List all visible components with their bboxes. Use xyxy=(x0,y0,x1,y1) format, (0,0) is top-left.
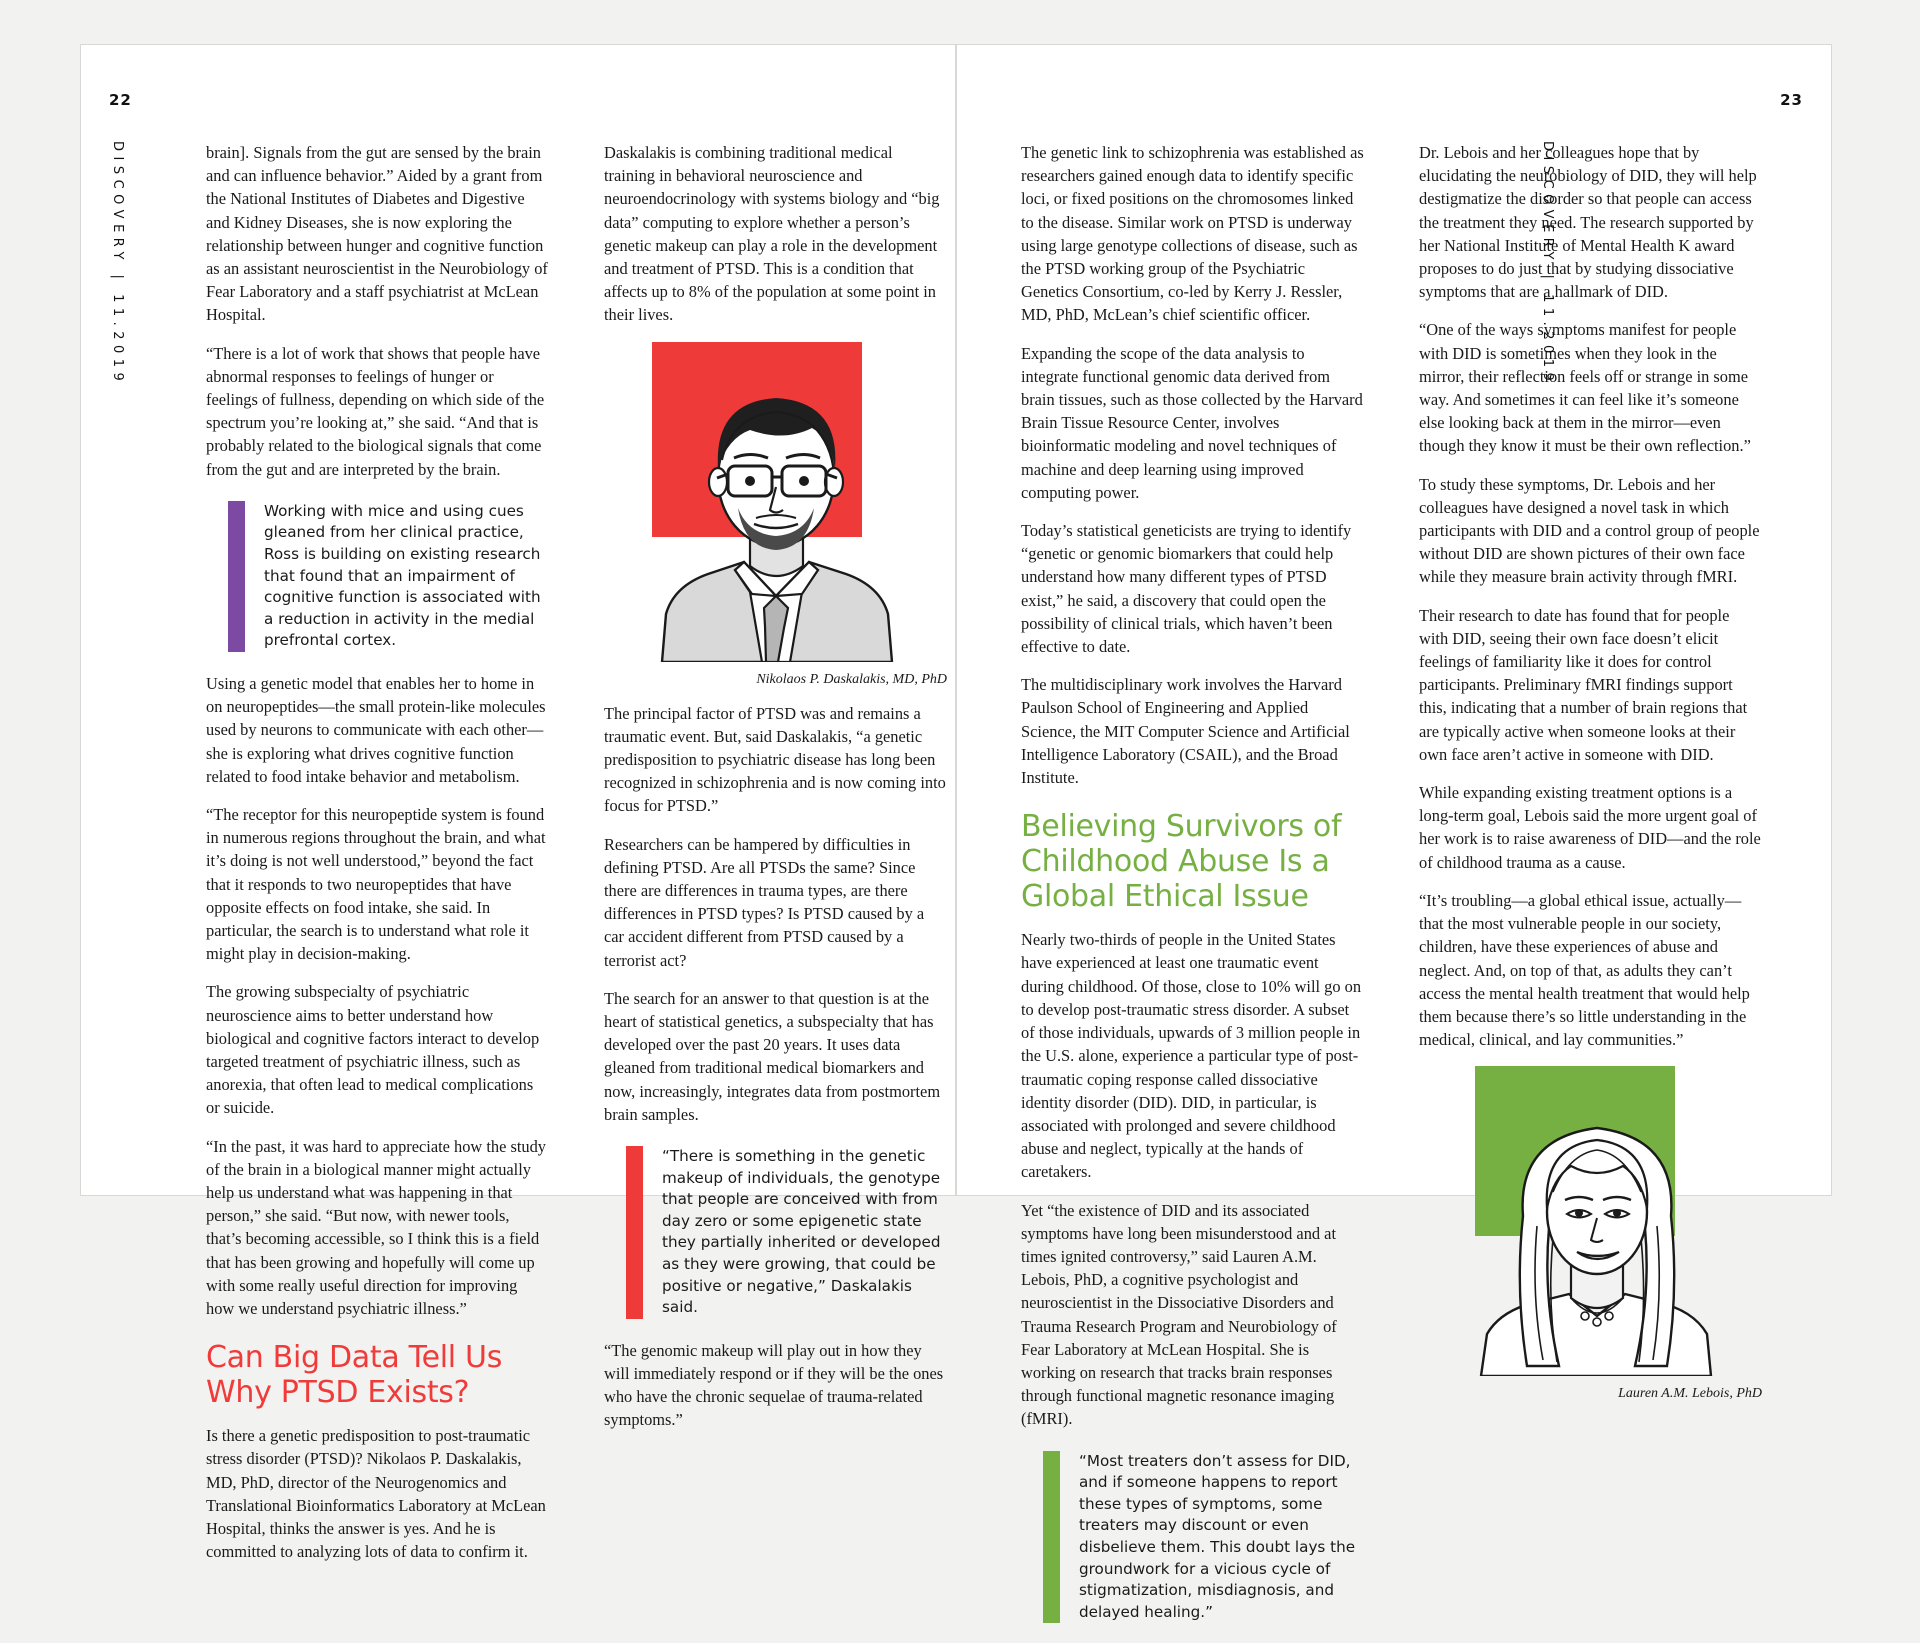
folio-left: 22 xyxy=(109,91,132,109)
page-right xyxy=(956,44,1832,1621)
body-paragraph: “There is a lot of work that shows that people have abnormal responses to feelings of hunger or feelings of fullness, depending on which side of the spectrum you’re looking at,” she said. “And that is probably related to the biological signals that come from the gut and are interpreted by the brain. xyxy=(206,343,545,479)
body-paragraph: Nearly two-thirds of people in the United States have experienced at least one traumatic event during childhood. Of those, close to 10% will go on to develop post-traumatic stress disorder. A subset of those individuals, upwards of 3 million people in the U.S. alone, experience a particular type of post-traumatic coping response called dissociative identity disorder (DID). DID, in particular, is associated with prolonged and severe childhood abuse and neglect, typically at the hands of caretakers. xyxy=(1021,930,1362,1182)
body-paragraph: Expanding the scope of the data analysis to integrate functional genomic data derived from brain tissues, such as those collected by the Harvard Brain Tissue Resource Center, involves bioinformatic modeling and novel techniques of machine and deep learning using improved computing power. xyxy=(1021,343,1363,502)
pullquote-text: “There is something in the genetic makeup of individuals, the genotype that people are conceived with from day zero or some epigenetic state they partially inherited or developed as they were growing, that could be positive or negative,” Daskalakis said. xyxy=(662,1147,941,1317)
body-paragraph: The multidisciplinary work involves the Harvard Paulson School of Engineering and Applied Science, the MIT Computer Science and Artificial Intelligence Laboratory (CSAIL), and the Broad Institute. xyxy=(1021,675,1350,788)
body-paragraph: “In the past, it was hard to appreciate how the study of the brain in a biological manner might actually help us understand what was happening in that person,” she said. “But now, with newer tools, that’s becoming accessible, so I think this is a field that has been growing and hopefully will come up with some really useful direction for improving how we understand psychiatric illness.” xyxy=(206,1136,547,1319)
body-paragraph: Today’s statistical geneticists are trying to identify “genetic or genomic biomarkers that could help understand how many different types of PTSD exist,” he said, a discovery that could open the possibility of clinical trials, which haven’t been effective to date. xyxy=(1021,521,1352,657)
body-paragraph: Researchers can be hampered by difficulties in defining PTSD. Are all PTSDs the same? Since there are differences in trauma types, are there differences in PTSD types? Is PTSD caused by a car accident different from PTSD caused by a terrorist act? xyxy=(604,834,925,970)
column-4 xyxy=(1419,141,1762,1416)
body-paragraph: The genetic link to schizophrenia was established as researchers gained enough data to identify specific loci, or fixed positions on the chromosomes linked to the disease. Similar work on PTSD is underway using large genotype collections of disease, such as the PTSD working group of the Psychiatric Genetics Consortium, co-led by Kerry J. Ressler, MD, PhD, McLean’s chief scientific officer. xyxy=(1021,143,1364,325)
pullquote-green xyxy=(1043,1451,1364,1624)
body-paragraph: To study these symptoms, Dr. Lebois and her colleagues have designed a novel task in which participants with DID and a control group of people without DID are shown pictures of their own face while they measure brain activity through fMRI. xyxy=(1419,474,1760,587)
body-paragraph: While expanding existing treatment options is a long-term goal, Lebois said the more urgent goal of her work is to raise awareness of DID—and the role of childhood trauma as a cause. xyxy=(1419,783,1761,872)
section-headline-ptsd: Can Big Data Tell Us Why PTSD Exists? xyxy=(206,1340,503,1411)
pullquote-purple xyxy=(228,501,549,652)
body-paragraph: The principal factor of PTSD was and remains a traumatic event. But, said Daskalakis, “a genetic predisposition to psychiatric disease has long been recognized in schizophrenia and is now coming into focus for PTSD.” xyxy=(604,703,946,816)
column-1 xyxy=(206,141,549,1579)
body-paragraph: Daskalakis is combining traditional medical training in behavioral neuroscience and neuroendocrinology with systems biology and “big data” computing to explore whether a person’s genetic makeup can play a role in the development and treatment of PTSD. This is a condition that affects up to 8% of the population at some point in their lives. xyxy=(604,143,940,325)
body-paragraph: “The genomic makeup will play out in how they will immediately respond or if they will be the ones who have the chronic sequelae of trauma-related symptoms.” xyxy=(604,1340,944,1430)
column-2 xyxy=(604,141,947,1447)
body-paragraph: “The receptor for this neuropeptide system is found in numerous regions throughout the brain, and what it’s doing is not well understood,” beyond the fact that it responds to two neuropeptides that have opposite effects on food intake, she said. In particular, the search is to understand what role it might play in decision-making. xyxy=(206,805,546,964)
pullquote-red xyxy=(626,1146,947,1319)
pullquote-accent-bar xyxy=(1043,1451,1060,1624)
folio-right: 23 xyxy=(1780,91,1803,109)
column-3 xyxy=(1021,141,1364,1643)
pullquote-text: “Most treaters don’t assess for DID, and if someone happens to report these types of symptoms, some treaters may discount or even disbelieve them. This doubt lays the groundwork for a vicious cycle of stigmatization, misdiagnosis, and delayed healing.” xyxy=(1079,1451,1356,1621)
figure-caption: Nikolaos P. Daskalakis, MD, PhD xyxy=(756,671,947,687)
body-paragraph: brain]. Signals from the gut are sensed by the brain and can influence behavior.” Aided by a grant from the National Institutes of Diabetes and Digestive and Kidney Diseases, she is now exploring the relationship between hunger and cognitive function as an assistant neuroscientist in the Neurobiology of Fear Laboratory and a staff psychiatrist at McLean Hospital. xyxy=(206,143,548,325)
body-paragraph: Yet “the existence of DID and its associated symptoms have long been misunderstood and at times ignited controversy,” said Lauren A.M. Lebois, PhD, a cognitive psychologist and neuroscientist in the Dissociative Disorders and Trauma Research Program and Neurobiology of Fear Laboratory at McLean Hospital. She is working on research that tracks brain responses through functional magnetic resonance imaging (fMRI). xyxy=(1021,1200,1337,1429)
body-paragraph: “One of the ways symptoms manifest for people with DID is sometimes when they look in the mirror, their reflection feels off or strange in some way. And sometimes it can feel like it’s someone else looking back at them in the mirror—even though they know it must be their own reflection.” xyxy=(1419,320,1751,456)
body-paragraph: The search for an answer to that question is at the heart of statistical genetics, a subspecialty that has developed over the past 20 years. It uses data gleaned from traditional medical biomarkers and now, increasingly, integrates data from postmortem brain samples. xyxy=(604,988,941,1124)
portrait-illustration xyxy=(1419,1066,1762,1376)
body-paragraph: Their research to date has found that for people with DID, seeing their own face doesn’t elicit feelings of familiarity like it does for control participants. Preliminary fMRI findings support this, indicating that a number of brain regions that are typically active when someone looks at their own face aren’t active in someone with DID. xyxy=(1419,605,1748,764)
body-paragraph: The growing subspecialty of psychiatric neuroscience aims to better understand how biological and cognitive factors interact to develop targeted treatment of psychiatric illness, such as anorexia, that often lead to medical complications or suicide. xyxy=(206,982,540,1118)
body-paragraph: Using a genetic model that enables her to home in on neuropeptides—the small protein-like molecules used by neurons to communicate with each other—she is exploring what drives cognitive function related to food intake behavior and metabolism. xyxy=(206,674,546,786)
section-headline-did: Believing Survivors of Childhood Abuse Is a Global Ethical Issue xyxy=(1021,809,1342,915)
daskalakis-portrait-svg xyxy=(604,342,947,662)
pullquote-text: Working with mice and using cues gleaned from her clinical practice, Ross is building on existing research that found that an impairment of cognitive function is associated with a reduction in activity in the medial prefrontal cortex. xyxy=(264,501,541,650)
body-paragraph: Is there a genetic predisposition to post-traumatic stress disorder (PTSD)? Nikolaos P. Daskalakis, MD, PhD, director of the Neurogenomics and Translational Bioinformatics Laboratory at McLean Hospital, thinks the answer is yes. And he is committed to analyzing lots of data to confirm it. xyxy=(206,1426,546,1562)
page-left xyxy=(80,44,956,1562)
portrait-illustration xyxy=(604,342,947,662)
lebois-portrait-svg xyxy=(1419,1066,1762,1376)
body-paragraph: Dr. Lebois and her colleagues hope that by elucidating the neurobiology of DID, they will help destigmatize the disorder so that people can access the treatment they need. The research supported by her National Institute of Mental Health K award proposes to do just that by studying dissociative symptoms that are a hallmark of DID. xyxy=(1419,143,1757,302)
pullquote-accent-bar xyxy=(626,1146,643,1319)
figure-caption: Lauren A.M. Lebois, PhD xyxy=(1618,1386,1762,1402)
figure-lebois xyxy=(1419,1066,1762,1402)
pullquote-accent-bar xyxy=(228,501,245,652)
body-paragraph: “It’s troubling—a global ethical issue, actually—that the most vulnerable people in our society, children, have these experiences of abuse and neglect. And, on top of that, as adults they can’t access the mental health treatment that would help them because there’s so little understanding in the medical, clinical, and lay communities.” xyxy=(1419,890,1750,1050)
figure-daskalakis xyxy=(604,342,947,688)
rail-text-right: DISCOVERY | 11.2019 xyxy=(1539,141,1555,387)
rail-text-left: DISCOVERY | 11.2019 xyxy=(110,141,125,387)
